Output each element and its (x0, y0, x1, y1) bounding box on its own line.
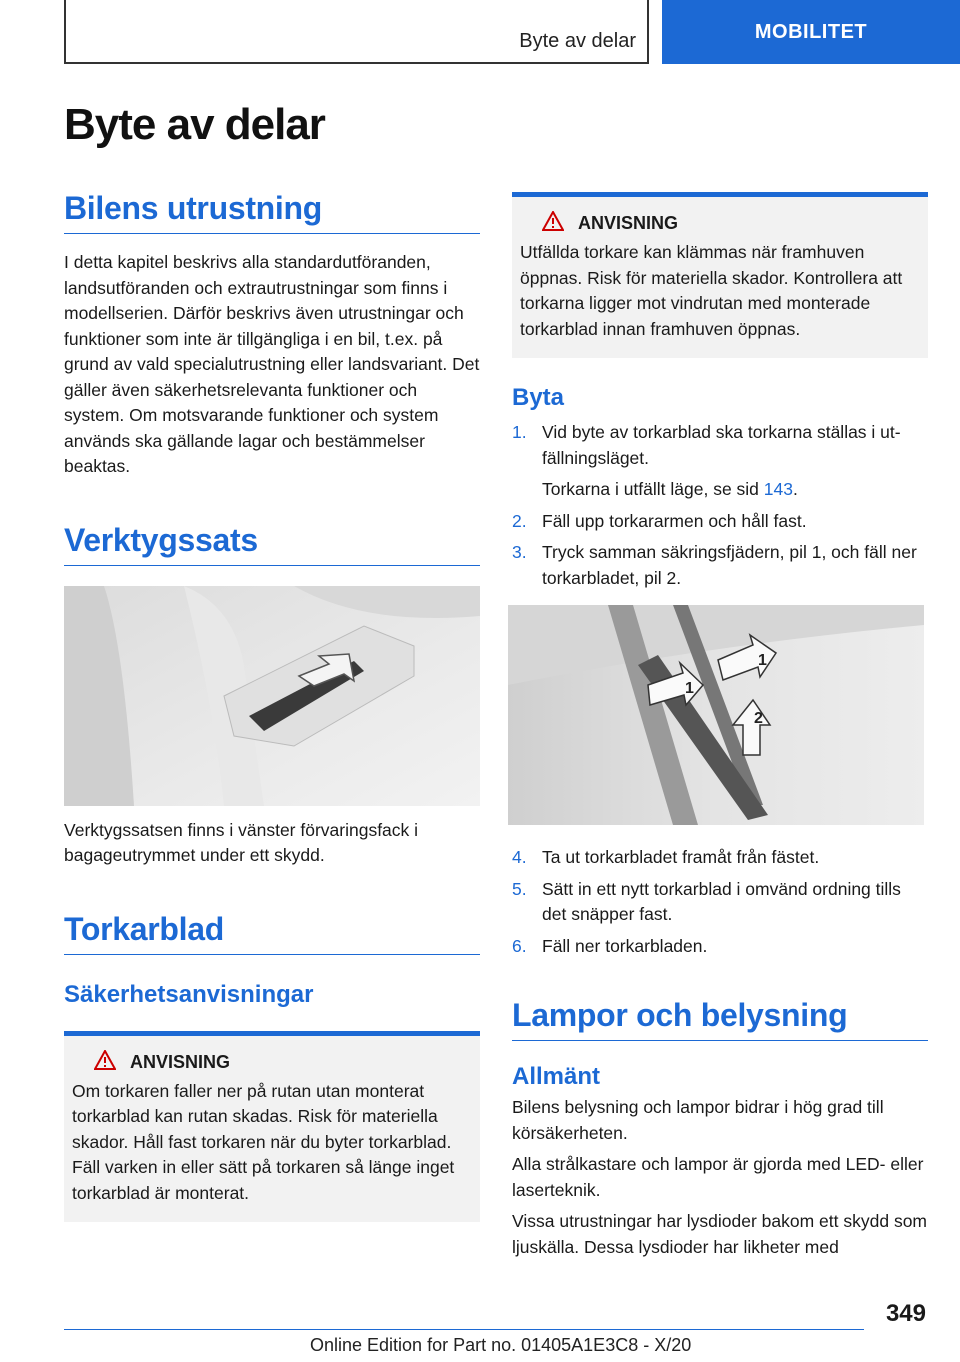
step-number: 3. (512, 542, 527, 562)
steps-list-c (512, 845, 928, 959)
heading-equipment: Bilens utrustning (64, 190, 480, 234)
paragraph-equipment: I detta kapitel beskrivs alla standardutföranden, landsutföranden och extrautrustningar som finns i modellserien. Därför beskrivs även utrustningar och funktioner som inte är tillgängliga i en bil, t.ex. på grund av vald specialutrustning eller landsvariant. Det gäller även säkerhetsrelevanta funktioner och system. Om motsvarande funktioner och system används ska gällande lagar och bestämmelser beaktas. (64, 252, 480, 476)
step-number: 2. (512, 510, 527, 531)
right-column (512, 192, 928, 1260)
step-1-note (512, 477, 928, 503)
page-number: 349 (885, 1300, 926, 1327)
steps-list-a (512, 420, 928, 591)
step-5 (512, 877, 928, 928)
footer-divider (64, 1329, 864, 1330)
paragraph-lights-3: Vissa utrustningar har lysdioder bakom ett skydd som ljuskälla. Dessa lysdioder har likheter med (512, 1211, 928, 1257)
warning-header-2 (542, 211, 920, 236)
arrow-label-1b: 1 (758, 652, 767, 669)
step-number: 1. (512, 422, 527, 442)
step-1-note-suffix: . (792, 479, 798, 499)
arrow-label-1: 1 (685, 680, 694, 697)
heading-toolkit: Verktygssats (64, 522, 480, 566)
arrow-label-2: 2 (754, 710, 763, 727)
step-number: 5. (512, 878, 527, 899)
wiper-image (508, 605, 924, 825)
heading-safety: Säkerhetsanvisningar (64, 980, 314, 1008)
header-section-title: Byte av delar (519, 30, 636, 52)
step-text: Tryck samman säkringsfjädern, pil 1, och fäll ner torkarbladet, pil 2. (542, 542, 917, 588)
warning-text-1: Om torkaren faller ner på rutan utan monterat torkarblad kan rutan skadas. Risk för materiella skador. Håll fast torkaren när du byter torkarblad. Fäll varken in eller sätt på torkaren så länge inget torkarblad är monterat. (72, 1080, 455, 1203)
warning-box-2 (512, 192, 928, 358)
warning-title-2: ANVISNING (578, 213, 679, 233)
heading-lights: Lampor och belysning (512, 997, 928, 1041)
step-number: 4. (512, 847, 527, 867)
warning-text-2: Utfällda torkare kan klämmas när framhuven öppnas. Risk för materiella skador. Kontrollera att torkarna ligger mot vindrutan med monterade torkarblad innan framhuven öppnas. (520, 242, 903, 339)
footer-edition: Online Edition for Part no. 01405A1E3C8 - X/20 (310, 1335, 692, 1355)
warning-header-1 (94, 1050, 472, 1075)
left-column (64, 190, 480, 1222)
heading-replace: Byta (512, 384, 565, 411)
step-text: Fäll ner torkarbladen. (542, 935, 708, 956)
paragraph-lights-2: Alla strålkastare och lampor är gjorda med LED- eller laserteknik. (512, 1154, 924, 1200)
step-1-note-text: Torkarna i utfällt läge, se sid (542, 479, 764, 499)
step-text: Ta ut torkarbladet framåt från fästet. (542, 847, 820, 867)
page-reference-link[interactable]: 143 (763, 479, 793, 499)
toolkit-image (64, 586, 480, 806)
warning-triangle-icon (542, 211, 564, 236)
heading-wiper: Torkarblad (64, 911, 480, 955)
paragraph-lights-1: Bilens belysning och lampor bidrar i hög grad till körsäkerheten. (512, 1097, 884, 1143)
step-number: 6. (512, 935, 527, 956)
step-2 (512, 509, 928, 535)
warning-box-1 (64, 1031, 480, 1223)
page-title: Byte av delar (64, 100, 325, 149)
step-text: Vid byte av torkarblad ska torkarna ställas i utfällningsläget. (542, 422, 901, 468)
step-1 (512, 420, 928, 471)
step-3 (512, 540, 928, 591)
paragraph-toolkit: Verktygssatsen finns i vänster förvaringsfack i bagageutrymmet under ett skydd. (64, 819, 419, 865)
step-text: Sätt in ett nytt torkarblad i omvänd ordning tills det snäpper fast. (542, 878, 901, 924)
heading-general: Allmänt (512, 1063, 601, 1090)
warning-title-1: ANVISNING (130, 1051, 231, 1072)
step-text: Fäll upp torkararmen och håll fast. (542, 510, 807, 531)
header-chapter-tab[interactable]: MOBILITET (662, 0, 960, 64)
step-4 (512, 845, 928, 871)
warning-triangle-icon (94, 1050, 116, 1075)
step-6 (512, 934, 928, 960)
